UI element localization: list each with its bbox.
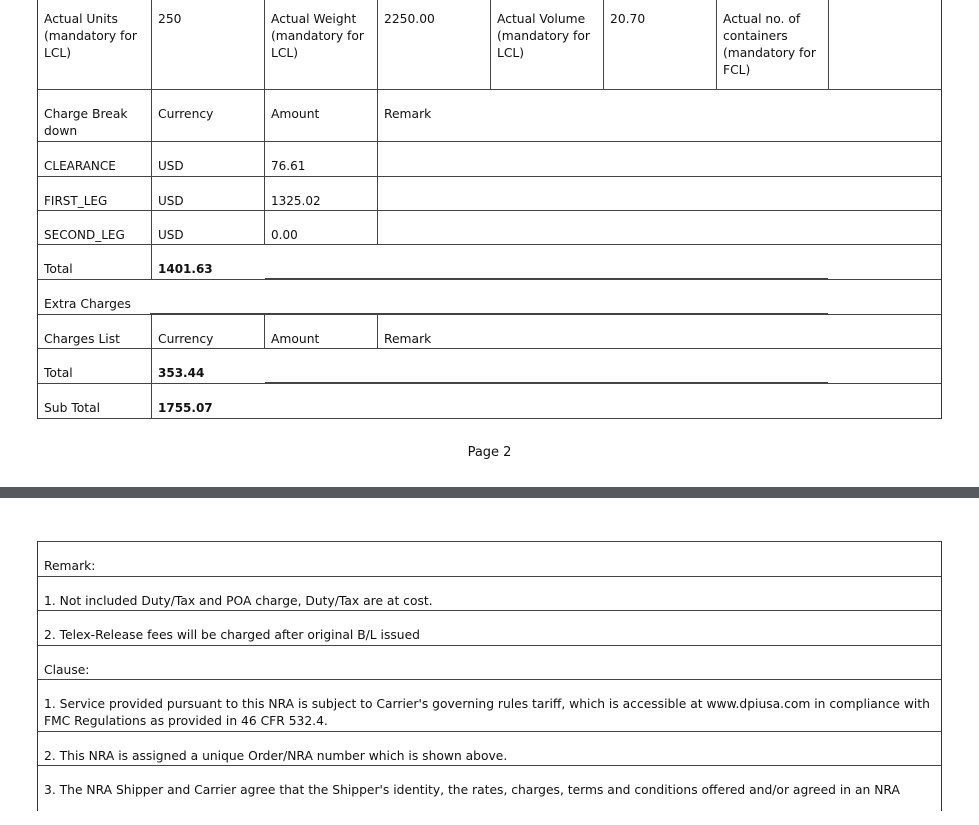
extra-underline (150, 313, 828, 314)
subtotal-row (38, 383, 941, 419)
charge-name: CLEARANCE (44, 159, 116, 173)
breakdown-header-currency: Currency (151, 90, 264, 141)
table-row (38, 141, 941, 176)
breakdown-header-row (38, 89, 941, 141)
table-row (38, 210, 941, 244)
actual-quantities-row (38, 0, 941, 89)
extra-total-underline (265, 382, 828, 383)
charge-remark (377, 177, 490, 210)
charge-amount: 76.61 (264, 142, 377, 176)
extra-header-list: Charges List (44, 332, 120, 346)
remark-underline (490, 141, 828, 142)
actual-volume-value: 20.70 (603, 0, 716, 89)
actual-weight-value: 2250.00 (377, 0, 490, 89)
remark-underline (490, 176, 828, 177)
table-row (38, 176, 941, 210)
remark-underline (490, 210, 828, 211)
total-underline (265, 278, 828, 279)
document-page-3 (0, 498, 979, 803)
clause-item (38, 731, 941, 765)
actual-volume-label: Actual Volume (mandatory for LCL) (490, 0, 603, 89)
page-number: Page 2 (467, 445, 512, 460)
page-separator (0, 487, 979, 498)
charge-name: FIRST_LEG (44, 194, 108, 208)
extra-header-amount: Amount (264, 315, 377, 348)
remark-item (38, 576, 941, 610)
subtotal-value: 1755.07 (151, 384, 264, 418)
remark-label: Remark: (44, 559, 96, 573)
breakdown-header-name: Charge Break down (44, 107, 128, 138)
charge-currency: USD (151, 142, 264, 176)
remark-item (38, 610, 941, 645)
remark-text: 2. Telex-Release fees will be charged after original B/L issued (44, 628, 420, 642)
clause-item (38, 765, 941, 825)
breakdown-header-remark: Remark (377, 90, 490, 141)
clause-item (38, 679, 941, 731)
actual-units-value: 250 (151, 0, 264, 89)
breakdown-total-row (38, 244, 941, 279)
charge-currency: USD (151, 211, 264, 244)
clause-text: 3. The NRA Shipper and Carrier agree that the Shipper's identity, the rates, charges, terms and conditions offered and/or agreed in an NRA (44, 783, 900, 797)
total-label: Total (44, 262, 73, 276)
remark-label-row (38, 541, 941, 576)
extra-header-currency: Currency (151, 315, 264, 348)
extra-total-label: Total (44, 366, 73, 380)
remark-text: 1. Not included Duty/Tax and POA charge, Duty/Tax are at cost. (44, 594, 433, 608)
extra-charges-row (38, 279, 941, 314)
charge-amount: 1325.02 (264, 177, 377, 210)
extra-total-row (38, 348, 941, 383)
charge-name: SECOND_LEG (44, 228, 125, 242)
charge-amount: 0.00 (264, 211, 377, 244)
clause-label: Clause: (44, 663, 90, 677)
breakdown-header-amount: Amount (264, 90, 377, 141)
total-value: 1401.63 (151, 245, 264, 279)
actual-units-label: Actual Units (mandatory for LCL) (44, 12, 137, 60)
remarks-table (37, 541, 942, 811)
actual-containers-label: Actual no. of containers (mandatory for FCL) (716, 0, 829, 89)
actual-weight-label: Actual Weight (mandatory for LCL) (264, 0, 377, 89)
extra-header-remark: Remark (377, 315, 490, 348)
extra-header-row (38, 314, 941, 348)
clause-text: 2. This NRA is assigned a unique Order/NRA number which is shown above. (44, 749, 508, 763)
remark-underline (150, 679, 828, 680)
clause-label-row (38, 645, 941, 679)
extra-charges-label: Extra Charges (44, 297, 131, 311)
charge-currency: USD (151, 177, 264, 210)
charge-remark (377, 211, 490, 244)
extra-total-value: 353.44 (151, 349, 264, 383)
remark-underline (150, 645, 828, 646)
clause-text: 1. Service provided pursuant to this NRA is subject to Carrier's governing rules tariff, which is accessible at www.dpiusa.com in compliance with FMC Regulations as provided in 46 CFR 532.4. (44, 697, 930, 728)
charge-remark (377, 142, 490, 176)
remark-underline (150, 576, 828, 577)
subtotal-label: Sub Total (44, 401, 101, 415)
